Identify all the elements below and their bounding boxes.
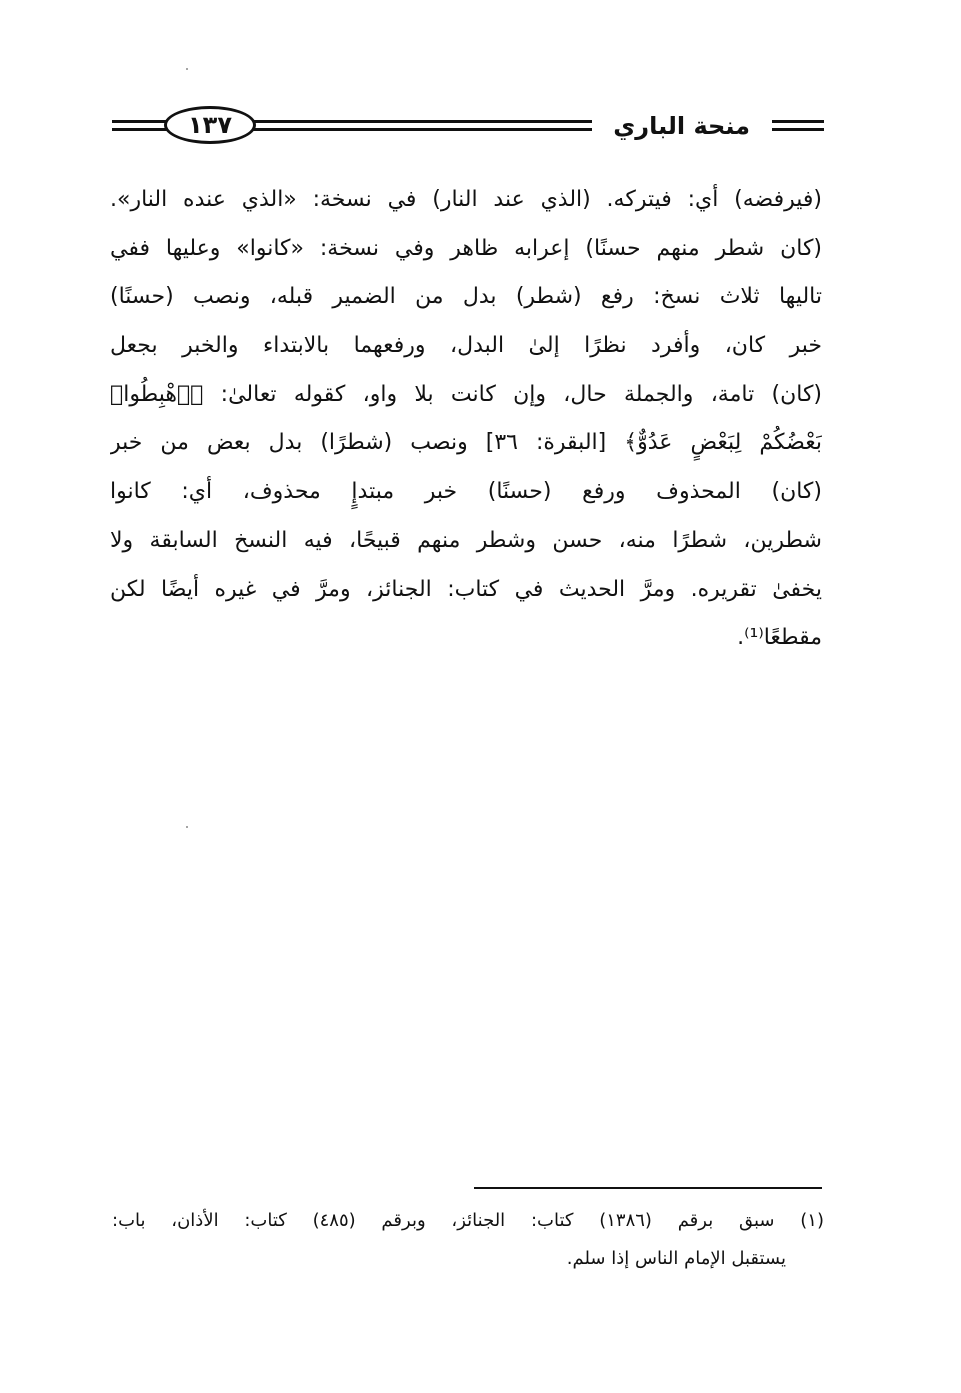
text-line: (كان شطر منهم حسنًا) إعرابه ظاهر وفي نسخة: «كانوا» وعليها ففي xyxy=(110,235,822,261)
page-number: ١٣٧ xyxy=(188,111,232,139)
text-line: (فيرفضه) أي: فيتركه. (الذي عند النار) في نسخة: «الذي عنده النار». xyxy=(110,187,822,212)
running-header xyxy=(112,100,824,152)
text-line: يخفىٰ تقريره. ومرَّ الحديث في كتاب: الجنائز، ومرَّ في غيره أيضًا لكن xyxy=(110,576,822,602)
scan-speck xyxy=(186,68,188,70)
running-title: منحة الباري xyxy=(603,108,760,144)
text-line: شطرين، شطرًا منه، حسن وشطر منهم قبيحًا، فيه النسخ السابقة ولا xyxy=(110,527,822,553)
footnote-separator xyxy=(474,1187,822,1189)
footnote-line: (١) سبق برقم (١٣٨٦) كتاب: الجنائز، وبرقم (٤٨٥) كتاب: الأذان، باب: xyxy=(112,1210,824,1231)
footnote-line: يستقبل الإمام الناس إذا سلم. xyxy=(566,1248,786,1269)
text-line: بَعْضُكُمْ لِبَعْضٍ عَدُوٌّ﴾ [البقرة: ٣٦] ونصب (شطرًا) بدل بعض من خبر xyxy=(110,430,822,456)
header-rule-right-bottom xyxy=(772,128,824,131)
text-line: مقطعًا⁽¹⁾. xyxy=(737,625,822,651)
header-rule-right-top xyxy=(772,120,824,123)
text-line: تاليها ثلاث نسخ: رفع (شطر) بدل من الضمير قبله، ونصب (حسنًا) xyxy=(110,284,822,310)
scan-speck xyxy=(186,826,188,828)
main-text xyxy=(110,176,822,663)
text-line: خبر كان، وأفرد نظرًا إلىٰ البدل، ورفعهما بالابتداء والخبر بجعل xyxy=(110,333,822,359)
text-line: (كان) المحذوف ورفع (حسنًا) خبر مبتدإٍ محذوف، أي: كانوا xyxy=(110,479,822,505)
page-number-frame xyxy=(164,106,256,144)
text-line: (كان) تامة، والجملة حال، وإن كانت بلا واو، كقوله تعالىٰ: ﴿ٱهْبِطُوا۟ xyxy=(110,381,822,407)
footnotes xyxy=(112,1202,824,1278)
